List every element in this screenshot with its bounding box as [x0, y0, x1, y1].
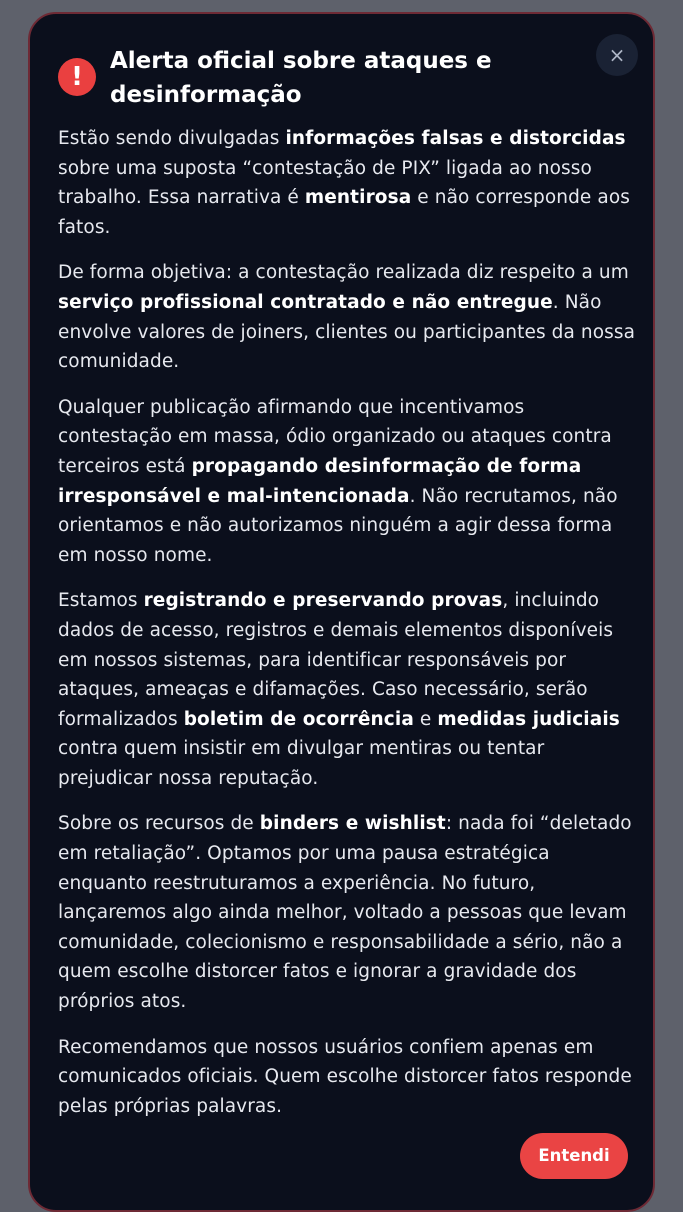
bold-span: serviço profissional contratado e não entregue [58, 291, 553, 313]
text-span: Sobre os recursos de [58, 813, 260, 835]
bold-span: binders e wishlist [259, 813, 446, 835]
text-span: : nada foi “deletado em retaliação”. Optamos por uma pausa estratégica enquanto reestruturamos a experiência. No futuro, lançaremos algo ainda melhor, voltado a pessoas que levam comunidade, colecionismo e responsabilidade a sério, não a quem escolhe distorcer fatos e ignorar a gravidade dos próprios atos. [58, 813, 632, 1013]
text-span: . Não recrutamos, não orientamos e não autorizamos ninguém a agir dessa forma em nosso nome. [58, 485, 618, 566]
text-span: Estamos [58, 590, 144, 612]
bold-span: informações falsas e distorcidas [285, 128, 626, 149]
paragraph-4 [58, 586, 638, 793]
bold-span: mentirosa [304, 187, 412, 209]
paragraph-5 [58, 809, 638, 1016]
paragraph-2 [58, 258, 638, 376]
text-span: . Não envolve valores de joiners, clientes ou participantes da nossa comunidade. [58, 291, 636, 373]
text-span: , incluindo dados de acesso, registros e demais elementos disponíveis em nossos sistemas, para identificar responsáveis por ataques, ameaças e difamações. Caso necessário, serão formalizados [58, 590, 614, 730]
text-span: De forma objetiva: a contestação realizada diz respeito a um [58, 262, 629, 284]
alert-icon: ! [58, 58, 96, 96]
text-span: e [413, 708, 438, 730]
alert-modal [28, 12, 655, 1212]
text-span: Qualquer publicação afirmando que incentivamos contestação em massa, ódio organizado ou ataques contra terceiros está [58, 396, 612, 477]
text-span: Estão sendo divulgadas [58, 128, 286, 149]
confirm-button[interactable]: Entendi [520, 1133, 628, 1179]
text-span: Recomendamos que nossos usuários confiem apenas em comunicados oficiais. Quem escolhe distorcer fatos responde pelas próprias palavras. [58, 1036, 632, 1117]
paragraph-3 [58, 393, 638, 571]
paragraph-1 [58, 124, 638, 242]
text-span: sobre uma suposta “contestação de PIX” ligada ao nosso trabalho. Essa narrativa é [58, 157, 592, 209]
close-icon[interactable]: × [596, 34, 638, 76]
modal-title: Alerta oficial sobre ataques e desinformação [110, 48, 492, 108]
text-span: contra quem insistir em divulgar mentiras ou tentar prejudicar nossa reputação. [58, 738, 545, 789]
bold-span: registrando e preservando provas [143, 590, 503, 612]
bold-span: propagando desinformação de forma irresponsável e mal-intencionada [58, 455, 582, 507]
bold-span: medidas judiciais [437, 708, 620, 730]
modal-body [58, 124, 638, 1137]
bold-span: boletim de ocorrência [183, 708, 414, 730]
paragraph-6 [58, 1033, 638, 1122]
text-span: e não corresponde aos fatos. [58, 187, 630, 238]
